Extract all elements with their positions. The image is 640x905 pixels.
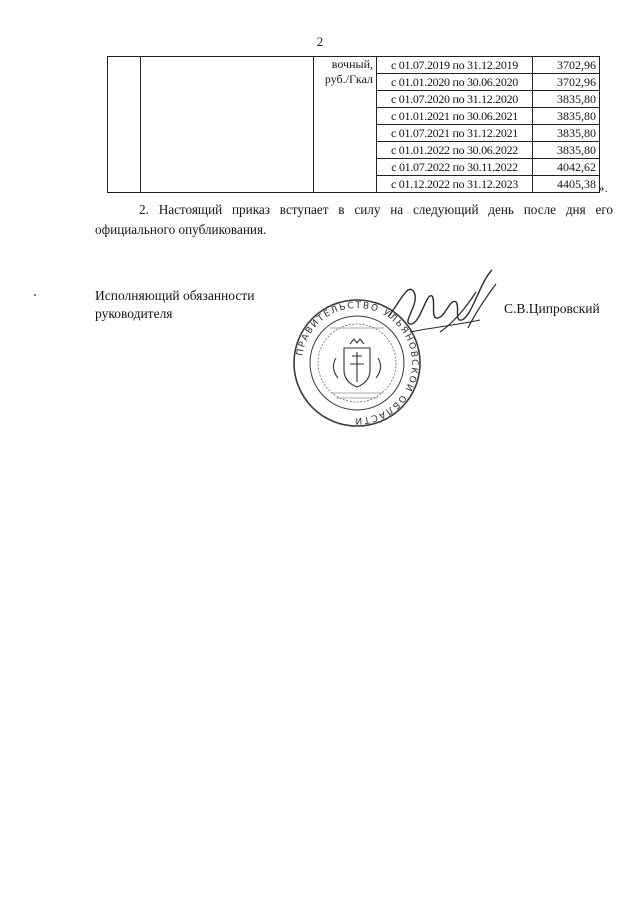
table-row [108, 57, 600, 74]
unit-line-2: руб./Гкал [324, 72, 373, 86]
coat-of-arms-icon [333, 339, 380, 387]
table-cell-empty-1 [108, 57, 141, 193]
period-cell: с 01.01.2022 по 30.06.2022 [377, 142, 533, 159]
signatory-title-line-1: Исполняющий обязанности [95, 288, 255, 303]
value-cell: 3835,80 [533, 91, 600, 108]
value-cell: 4405,38 [533, 176, 600, 193]
value-cell: 4042,62 [533, 159, 600, 176]
value-cell: 3835,80 [533, 108, 600, 125]
period-cell: с 01.01.2020 по 30.06.2020 [377, 74, 533, 91]
signatory-title [95, 287, 254, 323]
page-number: 2 [316, 34, 324, 49]
value-cell: 3702,96 [533, 74, 600, 91]
effective-date-paragraph [95, 200, 613, 240]
period-cell: с 01.07.2021 по 31.12.2021 [377, 125, 533, 142]
value-cell: 3835,80 [533, 125, 600, 142]
period-cell: с 01.07.2022 по 30.11.2022 [377, 159, 533, 176]
period-cell: с 01.12.2022 по 31.12.2023 [377, 176, 533, 193]
handwritten-signature-icon [380, 262, 510, 342]
value-cell: 3702,96 [533, 57, 600, 74]
period-cell: с 01.07.2020 по 31.12.2020 [377, 91, 533, 108]
table-cell-empty-2 [141, 57, 314, 193]
closing-quote: ». [598, 180, 608, 195]
unit-cell [314, 57, 377, 193]
paragraph-line-2: официального опубликования. [95, 222, 267, 237]
period-cell: с 01.01.2021 по 30.06.2021 [377, 108, 533, 125]
scan-speck [34, 294, 36, 296]
tariff-table [107, 56, 600, 193]
period-cell: с 01.07.2019 по 31.12.2019 [377, 57, 533, 74]
value-cell: 3835,80 [533, 142, 600, 159]
signer-name: С.В.Ципровский [504, 301, 600, 316]
paragraph-line-1: 2. Настоящий приказ вступает в силу на следующий день после дня его [139, 202, 613, 217]
unit-line-1: вочный, [331, 57, 373, 71]
signatory-title-line-2: руководителя [95, 306, 173, 321]
seal-outer-text: ПРАВИТЕЛЬСТВО УЛЬЯНОВСКОЙ ОБЛАСТИ [295, 300, 420, 426]
